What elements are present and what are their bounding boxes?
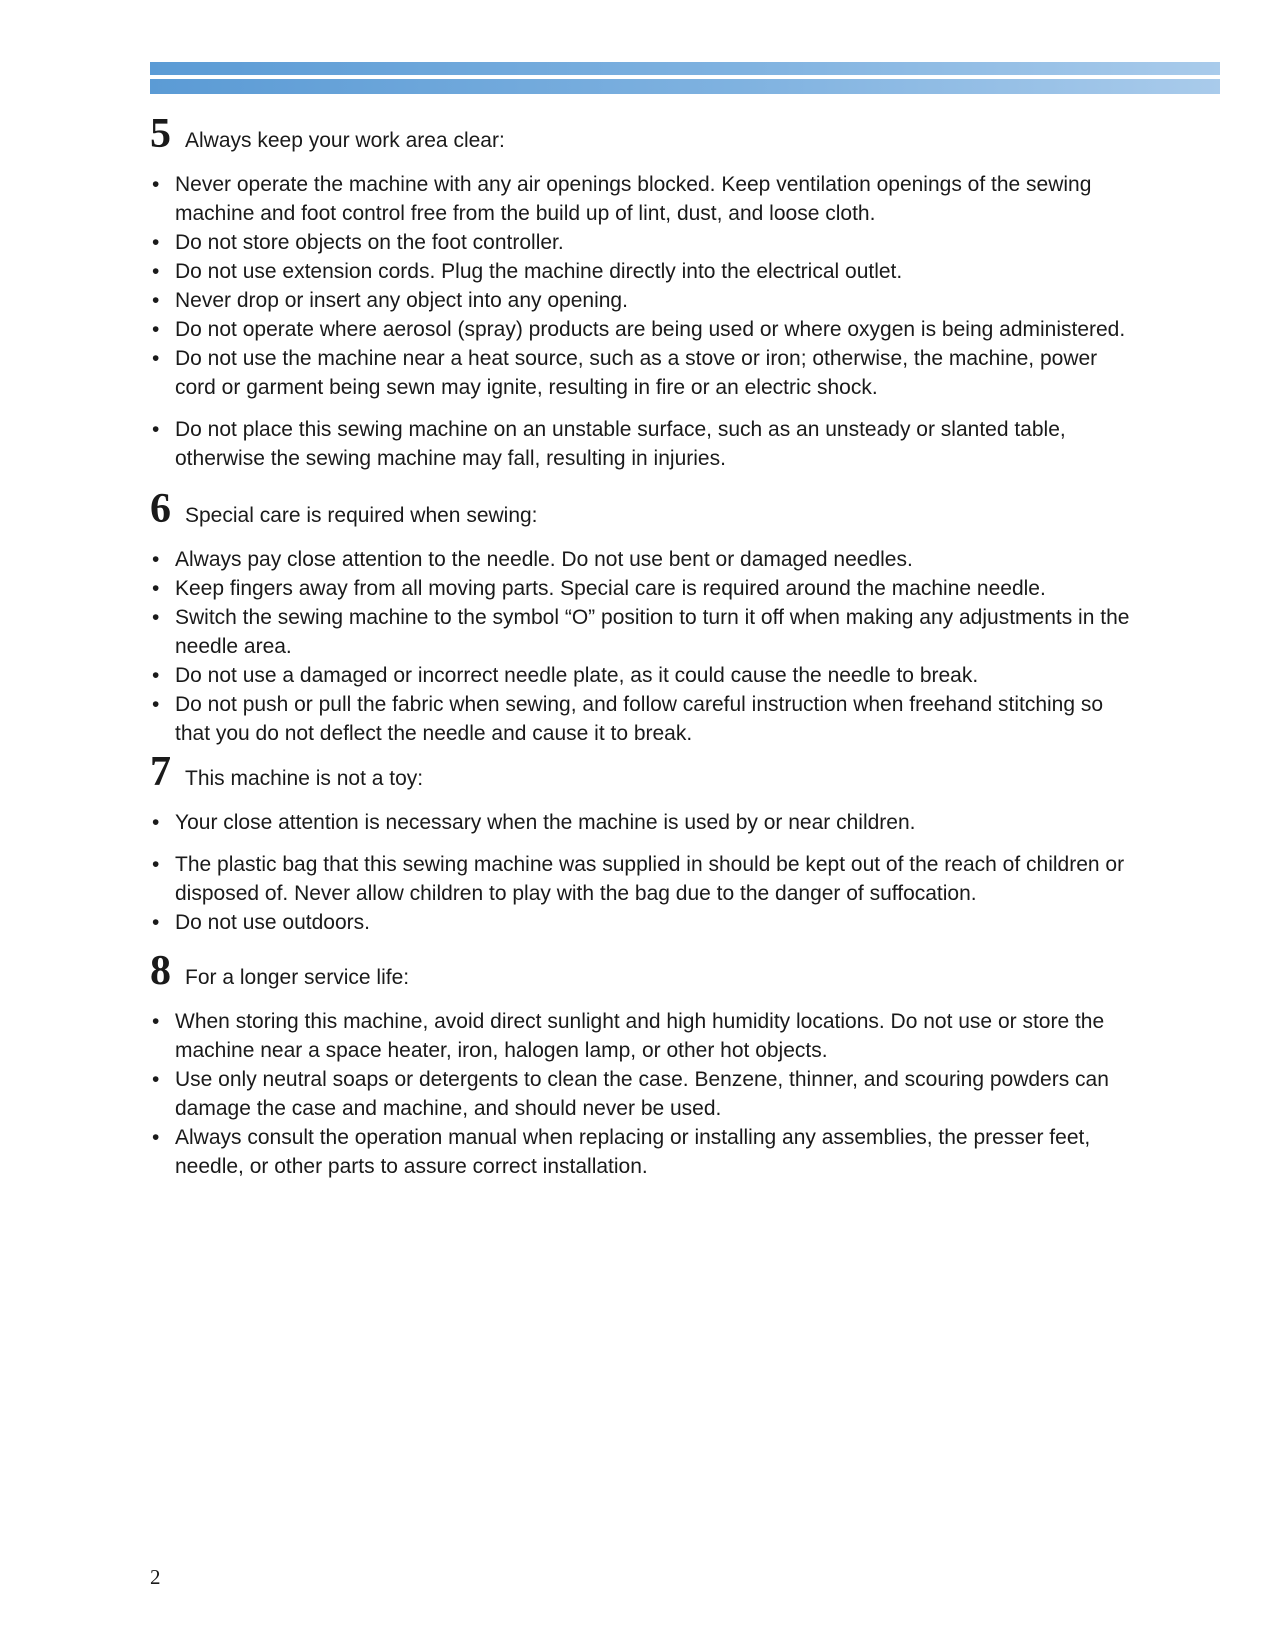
- header-band-bottom: [150, 79, 1220, 94]
- list-item: [150, 1123, 1130, 1181]
- list-item-text: Do not use a damaged or incorrect needle plate, as it could cause the needle to break.: [175, 664, 979, 687]
- bullet-list: [150, 170, 1130, 473]
- list-item-text: When storing this machine, avoid direct sunlight and high humidity locations. Do not use or store the machine near a space heater, iron, halogen lamp, or other hot objects.: [175, 1010, 1105, 1062]
- section-title: This machine is not a toy:: [185, 767, 424, 790]
- bullet-icon: •: [152, 173, 160, 196]
- list-item-text: Do not push or pull the fabric when sewing, and follow careful instruction when freehand stitching so that you do not deflect the needle and cause it to break.: [175, 693, 1104, 745]
- section-title: Always keep your work area clear:: [185, 129, 505, 152]
- list-item: [150, 228, 1130, 257]
- bullet-icon: •: [152, 606, 160, 629]
- bullet-list: [150, 545, 1130, 748]
- section-7: [150, 750, 1130, 937]
- list-item-text: Never drop or insert any object into any opening.: [175, 289, 628, 312]
- section-5: [150, 112, 1130, 473]
- list-item-text: Do not use extension cords. Plug the machine directly into the electrical outlet.: [175, 260, 903, 283]
- section-title: Special care is required when sewing:: [185, 504, 538, 527]
- list-item: [150, 908, 1130, 937]
- bullet-icon: •: [152, 1126, 160, 1149]
- list-item: [150, 850, 1130, 908]
- list-item-text: The plastic bag that this sewing machine was supplied in should be kept out of the reach of children or disposed of. Never allow children to play with the bag due to the danger of suffocation.: [175, 853, 1125, 905]
- bullet-icon: •: [152, 693, 160, 716]
- list-item: [150, 286, 1130, 315]
- bullet-icon: •: [152, 1068, 160, 1091]
- section-number: 8: [150, 948, 171, 994]
- section-6: [150, 487, 1130, 748]
- page-number: 2: [150, 1565, 161, 1589]
- list-item: [150, 257, 1130, 286]
- list-item-text: Your close attention is necessary when the machine is used by or near children.: [175, 811, 916, 834]
- list-item: [150, 545, 1130, 574]
- bullet-icon: •: [152, 231, 160, 254]
- bullet-icon: •: [152, 347, 160, 370]
- list-item-text: Do not store objects on the foot controller.: [175, 231, 564, 254]
- list-item-text: Do not use the machine near a heat source, such as a stove or iron; otherwise, the machine, power cord or garment being sewn may ignite, resulting in fire or an electric shock.: [175, 347, 1098, 399]
- bullet-icon: •: [152, 418, 160, 441]
- section-heading: [150, 112, 1130, 156]
- bullet-icon: •: [152, 289, 160, 312]
- list-item-text: Do not place this sewing machine on an unstable surface, such as an unsteady or slanted table, otherwise the sewing machine may fall, resulting in injuries.: [175, 418, 1066, 470]
- header-band-top: [150, 62, 1220, 75]
- bullet-icon: •: [152, 853, 160, 876]
- bullet-icon: •: [152, 811, 160, 834]
- list-item: [150, 603, 1130, 661]
- bullet-icon: •: [152, 548, 160, 571]
- list-item: [150, 1065, 1130, 1123]
- section-heading: [150, 949, 1130, 993]
- list-item-text: Switch the sewing machine to the symbol “O” position to turn it off when making any adjustments in the needle area.: [175, 606, 1130, 658]
- list-item: [150, 1007, 1130, 1065]
- section-heading: [150, 487, 1130, 531]
- bullet-icon: •: [152, 911, 160, 934]
- bullet-icon: •: [152, 577, 160, 600]
- section-number: 5: [150, 111, 171, 157]
- list-item-text: Do not operate where aerosol (spray) products are being used or where oxygen is being administered.: [175, 318, 1126, 341]
- list-item-text: Use only neutral soaps or detergents to clean the case. Benzene, thinner, and scouring powders can damage the case and machine, and should never be used.: [175, 1068, 1109, 1120]
- bullet-icon: •: [152, 664, 160, 687]
- list-item: [150, 315, 1130, 344]
- list-item: [150, 690, 1130, 748]
- bullet-icon: •: [152, 260, 160, 283]
- bullet-icon: •: [152, 1010, 160, 1033]
- section-title: For a longer service life:: [185, 966, 410, 989]
- list-item: [150, 661, 1130, 690]
- list-item: [150, 415, 1130, 473]
- list-item: [150, 170, 1130, 228]
- list-item-text: Always pay close attention to the needle. Do not use bent or damaged needles.: [175, 548, 913, 571]
- list-item-text: Never operate the machine with any air openings blocked. Keep ventilation openings of the sewing machine and foot control free from the build up of lint, dust, and loose cloth.: [175, 173, 1092, 225]
- section-heading: [150, 750, 1130, 794]
- section-number: 6: [150, 486, 171, 532]
- bullet-list: [150, 1007, 1130, 1181]
- list-item: [150, 808, 1130, 837]
- bullet-list: [150, 808, 1130, 937]
- list-item-text: Always consult the operation manual when replacing or installing any assemblies, the presser feet, needle, or other parts to assure correct installation.: [175, 1126, 1091, 1178]
- list-item: [150, 574, 1130, 603]
- list-item-text: Do not use outdoors.: [175, 911, 370, 934]
- bullet-icon: •: [152, 318, 160, 341]
- list-item-text: Keep fingers away from all moving parts. Special care is required around the machine needle.: [175, 577, 1046, 600]
- document-body: [150, 112, 1130, 1181]
- section-number: 7: [150, 749, 171, 795]
- section-8: [150, 949, 1130, 1181]
- list-item: [150, 344, 1130, 402]
